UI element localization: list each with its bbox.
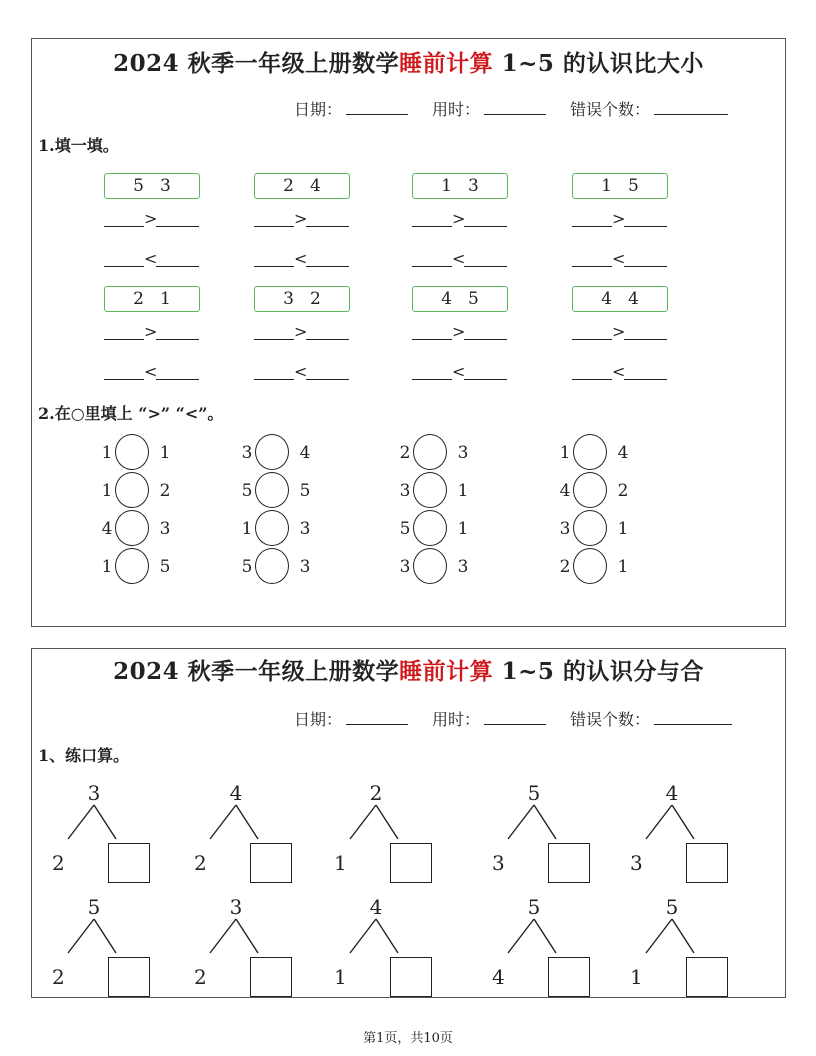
number-pair-box — [572, 173, 668, 199]
answer-blank[interactable] — [306, 339, 349, 340]
left-number: 3 — [559, 519, 571, 539]
answer-circle[interactable] — [115, 472, 149, 508]
right-number: 3 — [457, 443, 469, 463]
meta-row — [294, 97, 732, 120]
page-footer: 第1页，共10页 — [363, 1031, 453, 1046]
greater-than-sign: > — [612, 209, 626, 228]
less-than-sign: < — [612, 249, 626, 268]
greater-than-row — [572, 320, 668, 342]
less-than-row — [572, 360, 668, 382]
answer-box[interactable] — [686, 843, 728, 883]
compare-item — [240, 548, 330, 586]
time-label: 用时： — [432, 710, 481, 729]
compare-item — [240, 434, 330, 472]
part-number: 2 — [194, 965, 207, 989]
number-bond — [192, 781, 312, 891]
right-number: 2 — [159, 481, 171, 501]
answer-box[interactable] — [250, 957, 292, 997]
answer-blank[interactable] — [412, 339, 452, 340]
answer-box[interactable] — [548, 843, 590, 883]
answer-circle[interactable] — [255, 548, 289, 584]
pair-number: 4 — [628, 289, 639, 309]
number-pair-box — [412, 173, 508, 199]
answer-blank[interactable] — [306, 226, 349, 227]
answer-blank[interactable] — [572, 339, 612, 340]
whole-number: 5 — [527, 895, 541, 919]
pair-number: 2 — [310, 289, 321, 309]
greater-than-row — [412, 320, 508, 342]
whole-number: 2 — [369, 781, 383, 805]
right-number: 1 — [457, 481, 469, 501]
answer-circle[interactable] — [115, 548, 149, 584]
errors-label: 错误个数： — [570, 710, 651, 729]
pair-number: 5 — [628, 176, 639, 196]
answer-blank[interactable] — [572, 266, 612, 267]
compare-item — [100, 510, 190, 548]
pair-number: 4 — [310, 176, 321, 196]
answer-blank[interactable] — [156, 266, 199, 267]
pair-number: 2 — [283, 176, 294, 196]
right-number: 5 — [299, 481, 311, 501]
answer-box[interactable] — [548, 957, 590, 997]
answer-circle[interactable] — [573, 434, 607, 470]
whole-number: 4 — [369, 895, 383, 919]
answer-blank[interactable] — [412, 266, 452, 267]
less-than-row — [412, 247, 508, 269]
answer-circle[interactable] — [413, 434, 447, 470]
right-number: 3 — [457, 557, 469, 577]
compare-item — [100, 434, 190, 472]
answer-box[interactable] — [686, 957, 728, 997]
part-number: 1 — [334, 965, 347, 989]
part-number: 4 — [492, 965, 505, 989]
answer-box[interactable] — [390, 957, 432, 997]
number-bond — [50, 895, 170, 1005]
whole-number: 4 — [229, 781, 243, 805]
compare-item — [398, 548, 488, 586]
greater-than-sign: > — [144, 322, 158, 341]
answer-blank[interactable] — [572, 226, 612, 227]
answer-blank[interactable] — [156, 226, 199, 227]
number-bond — [490, 781, 610, 891]
number-bond — [628, 895, 748, 1005]
left-number: 1 — [101, 481, 113, 501]
time-label: 用时： — [432, 100, 481, 119]
greater-than-sign: > — [294, 209, 308, 228]
answer-box[interactable] — [250, 843, 292, 883]
compare-item — [558, 434, 648, 472]
date-label: 日期： — [294, 100, 343, 119]
answer-circle[interactable] — [573, 510, 607, 546]
compare-item — [398, 434, 488, 472]
greater-than-sign: > — [144, 209, 158, 228]
right-number: 3 — [299, 557, 311, 577]
answer-box[interactable] — [390, 843, 432, 883]
time-field[interactable] — [484, 98, 546, 115]
section-mental-math: 1、练口算。 — [38, 746, 130, 765]
time-field[interactable] — [484, 708, 546, 725]
answer-blank[interactable] — [412, 379, 452, 380]
answer-blank[interactable] — [156, 379, 199, 380]
answer-blank[interactable] — [306, 266, 349, 267]
answer-blank[interactable] — [254, 339, 294, 340]
answer-blank[interactable] — [306, 379, 349, 380]
compare-item — [558, 510, 648, 548]
answer-blank[interactable] — [464, 339, 507, 340]
answer-blank[interactable] — [254, 266, 294, 267]
pair-number: 3 — [283, 289, 294, 309]
greater-than-sign: > — [612, 322, 626, 341]
compare-item — [100, 472, 190, 510]
less-than-sign: < — [294, 362, 308, 381]
left-number: 2 — [559, 557, 571, 577]
worksheet-title — [32, 45, 785, 78]
whole-number: 5 — [665, 895, 679, 919]
number-bond — [50, 781, 170, 891]
answer-circle[interactable] — [573, 548, 607, 584]
left-number: 3 — [399, 557, 411, 577]
answer-circle[interactable] — [413, 472, 447, 508]
part-number: 1 — [334, 851, 347, 875]
less-than-row — [104, 360, 200, 382]
right-number: 2 — [617, 481, 629, 501]
right-number: 4 — [617, 443, 629, 463]
errors-label: 错误个数： — [570, 100, 651, 119]
answer-circle[interactable] — [115, 434, 149, 470]
right-number: 1 — [617, 519, 629, 539]
pair-number: 2 — [133, 289, 144, 309]
answer-blank[interactable] — [464, 379, 507, 380]
right-number: 1 — [159, 443, 171, 463]
part-number: 2 — [52, 965, 65, 989]
compare-item — [398, 510, 488, 548]
answer-blank[interactable] — [572, 379, 612, 380]
compare-item — [398, 472, 488, 510]
number-bond — [192, 895, 312, 1005]
whole-number: 4 — [665, 781, 679, 805]
less-than-row — [572, 247, 668, 269]
right-number: 4 — [299, 443, 311, 463]
less-than-row — [412, 360, 508, 382]
greater-than-row — [104, 320, 200, 342]
part-number: 2 — [52, 851, 65, 875]
greater-than-row — [412, 207, 508, 229]
right-number: 3 — [159, 519, 171, 539]
greater-than-row — [254, 207, 350, 229]
answer-blank[interactable] — [254, 226, 294, 227]
errors-field[interactable] — [654, 708, 732, 725]
answer-blank[interactable] — [104, 379, 144, 380]
less-than-sign: < — [144, 249, 158, 268]
right-number: 1 — [457, 519, 469, 539]
less-than-sign: < — [294, 249, 308, 268]
pair-number: 4 — [441, 289, 452, 309]
number-bond — [332, 895, 452, 1005]
part-number: 3 — [630, 851, 643, 875]
number-pair-box — [104, 286, 200, 312]
number-bond — [490, 895, 610, 1005]
pair-number: 5 — [468, 289, 479, 309]
answer-circle[interactable] — [255, 434, 289, 470]
whole-number: 3 — [87, 781, 101, 805]
answer-circle[interactable] — [413, 510, 447, 546]
part-number: 3 — [492, 851, 505, 875]
answer-circle[interactable] — [573, 472, 607, 508]
left-number: 1 — [101, 557, 113, 577]
answer-blank[interactable] — [104, 266, 144, 267]
greater-than-row — [572, 207, 668, 229]
part-number: 1 — [630, 965, 643, 989]
answer-blank[interactable] — [104, 226, 144, 227]
pair-number: 3 — [468, 176, 479, 196]
number-pair-box — [412, 286, 508, 312]
answer-blank[interactable] — [254, 379, 294, 380]
left-number: 1 — [559, 443, 571, 463]
title-highlight: 睡前计算 — [399, 50, 494, 77]
section-fill-in: 1.填一填。 — [38, 136, 119, 155]
left-number: 5 — [399, 519, 411, 539]
number-pair-box — [572, 286, 668, 312]
left-number: 1 — [241, 519, 253, 539]
answer-blank[interactable] — [624, 379, 667, 380]
left-number: 3 — [399, 481, 411, 501]
greater-than-sign: > — [294, 322, 308, 341]
answer-blank[interactable] — [464, 226, 507, 227]
compare-item — [100, 548, 190, 586]
less-than-row — [254, 247, 350, 269]
left-number: 5 — [241, 481, 253, 501]
answer-box[interactable] — [108, 843, 150, 883]
compare-item — [558, 472, 648, 510]
title-suffix: 1~5 的认识分与合 — [493, 658, 704, 685]
less-than-sign: < — [612, 362, 626, 381]
compare-item — [558, 548, 648, 586]
pair-number: 5 — [133, 176, 144, 196]
less-than-sign: < — [144, 362, 158, 381]
answer-blank[interactable] — [464, 266, 507, 267]
greater-than-row — [254, 320, 350, 342]
worksheet-compare — [31, 38, 786, 627]
part-number: 2 — [194, 851, 207, 875]
number-pair-box — [254, 286, 350, 312]
less-than-sign: < — [452, 362, 466, 381]
left-number: 5 — [241, 557, 253, 577]
answer-blank[interactable] — [104, 339, 144, 340]
date-field[interactable] — [346, 98, 408, 115]
pair-number: 1 — [160, 289, 171, 309]
greater-than-sign: > — [452, 322, 466, 341]
answer-box[interactable] — [108, 957, 150, 997]
whole-number: 3 — [229, 895, 243, 919]
left-number: 1 — [101, 443, 113, 463]
answer-circle[interactable] — [255, 472, 289, 508]
left-number: 3 — [241, 443, 253, 463]
number-bond — [332, 781, 452, 891]
compare-item — [240, 472, 330, 510]
left-number: 4 — [559, 481, 571, 501]
number-pair-box — [104, 173, 200, 199]
meta-row — [294, 707, 736, 730]
number-bond — [628, 781, 748, 891]
title-prefix: 2024 秋季一年级上册数学 — [113, 50, 400, 77]
answer-circle[interactable] — [115, 510, 149, 546]
errors-field[interactable] — [654, 98, 728, 115]
less-than-row — [104, 247, 200, 269]
title-highlight: 睡前计算 — [399, 658, 494, 685]
right-number: 3 — [299, 519, 311, 539]
date-label: 日期： — [294, 710, 343, 729]
answer-blank[interactable] — [624, 266, 667, 267]
pair-number: 4 — [601, 289, 612, 309]
worksheet-composition — [31, 648, 786, 998]
section-compare: 2.在○里填上 “>” “<”。 — [38, 404, 224, 423]
less-than-row — [254, 360, 350, 382]
pair-number: 1 — [601, 176, 612, 196]
left-number: 4 — [101, 519, 113, 539]
pair-number: 3 — [160, 176, 171, 196]
whole-number: 5 — [87, 895, 101, 919]
compare-item — [240, 510, 330, 548]
title-suffix: 1~5 的认识比大小 — [493, 50, 704, 77]
right-number: 1 — [617, 557, 629, 577]
pair-number: 1 — [441, 176, 452, 196]
worksheet-title — [32, 653, 785, 686]
greater-than-sign: > — [452, 209, 466, 228]
less-than-sign: < — [452, 249, 466, 268]
greater-than-row — [104, 207, 200, 229]
answer-blank[interactable] — [412, 226, 452, 227]
whole-number: 5 — [527, 781, 541, 805]
title-prefix: 2024 秋季一年级上册数学 — [113, 658, 400, 685]
answer-blank[interactable] — [624, 226, 667, 227]
answer-circle[interactable] — [255, 510, 289, 546]
right-number: 5 — [159, 557, 171, 577]
date-field[interactable] — [346, 708, 408, 725]
answer-circle[interactable] — [413, 548, 447, 584]
left-number: 2 — [399, 443, 411, 463]
answer-blank[interactable] — [624, 339, 667, 340]
answer-blank[interactable] — [156, 339, 199, 340]
number-pair-box — [254, 173, 350, 199]
